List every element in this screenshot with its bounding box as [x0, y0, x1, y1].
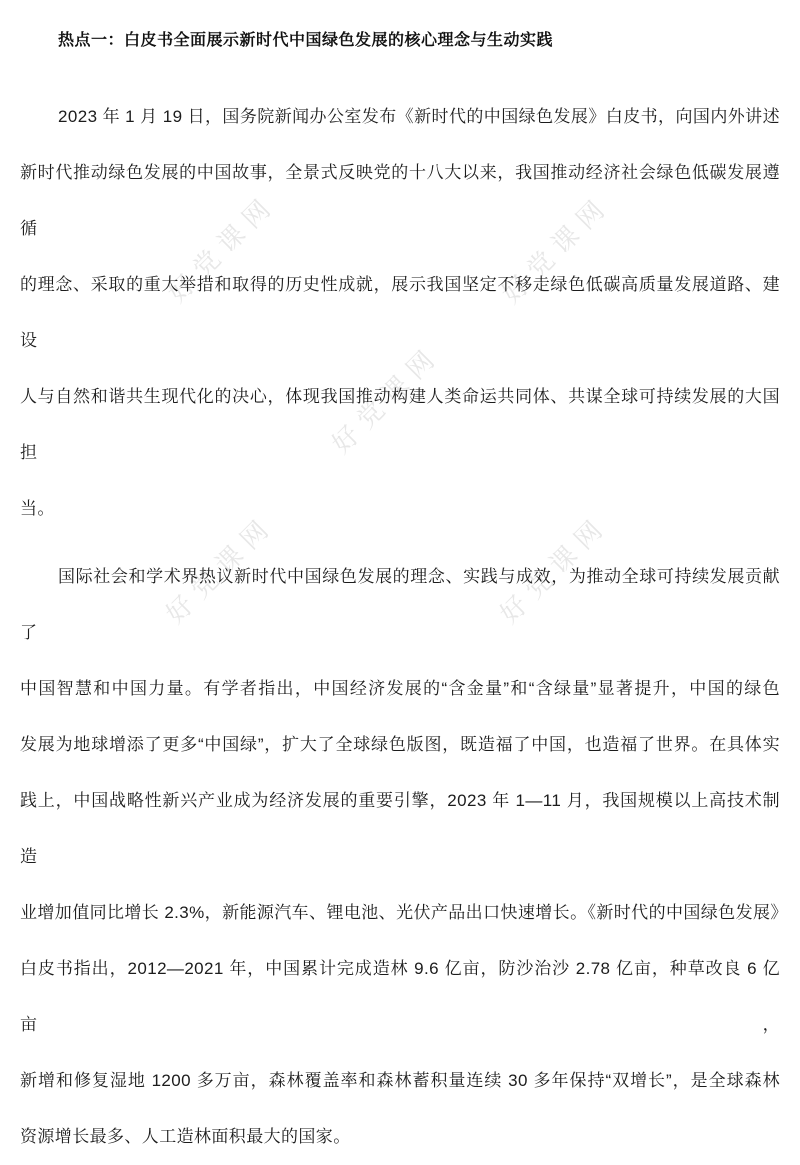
watermark-text: 好党课网	[325, 338, 447, 460]
paragraph-line: 人与自然和谐共生现代化的决心，体现我国推动构建人类命运共同体、共谋全球可持续发展的大国担	[20, 387, 780, 462]
paragraph-line: 新增和修复湿地 1200 多万亩，森林覆盖率和森林蓄积量连续 30 多年保持“双增长”，是全球森林	[20, 1071, 780, 1090]
paragraph-line: 新时代推动绿色发展的中国故事，全景式反映党的十八大以来，我国推动经济社会绿色低碳发展遵循	[20, 163, 780, 238]
paragraph-line: 中国智慧和中国力量。有学者指出，中国经济发展的“含金量”和“含绿量”显著提升，中国的绿色	[20, 679, 780, 698]
paragraph-line: 资源增长最多、人工造林面积最大的国家。	[20, 1127, 351, 1146]
document-content	[0, 30, 800, 1165]
paragraph-line: 践上，中国战略性新兴产业成为经济发展的重要引擎，2023 年 1—11 月，我国规模以上高技术制造	[20, 791, 780, 866]
document-body	[20, 89, 788, 1165]
paragraph-line: 国际社会和学术界热议新时代中国绿色发展的理念、实践与成效，为推动全球可持续发展贡献了	[20, 567, 780, 642]
paragraph-line: 白皮书指出，2012—2021 年，中国累计完成造林 9.6 亿亩，防沙治沙 2.78 亿亩，种草改良 6 亿亩，	[20, 959, 780, 1034]
watermark-text: 好党课网	[161, 187, 283, 309]
watermark-text: 好党课网	[493, 508, 615, 630]
watermark-text: 好党课网	[159, 508, 281, 630]
paragraph-line: 业增加值同比增长 2.3%，新能源汽车、锂电池、光伏产品出口快速增长。《新时代的中国绿色发展》	[20, 903, 788, 922]
watermark-text: 好党课网	[495, 188, 617, 310]
document-title: 热点一：白皮书全面展示新时代中国绿色发展的核心理念与生动实践	[58, 32, 554, 49]
paragraph	[20, 549, 788, 1165]
document-page	[0, 30, 800, 1146]
paragraph-line: 的理念、采取的重大举措和取得的历史性成就，展示我国坚定不移走绿色低碳高质量发展道路、建设	[20, 275, 780, 350]
paragraph-line: 当。	[20, 499, 55, 518]
paragraph	[20, 89, 780, 537]
paragraph-line: 2023 年 1 月 19 日，国务院新闻办公室发布《新时代的中国绿色发展》白皮书，向国内外讲述	[58, 107, 780, 126]
paragraph-line: 发展为地球增添了更多“中国绿”，扩大了全球绿色版图，既造福了中国，也造福了世界。在具体实	[20, 735, 780, 754]
